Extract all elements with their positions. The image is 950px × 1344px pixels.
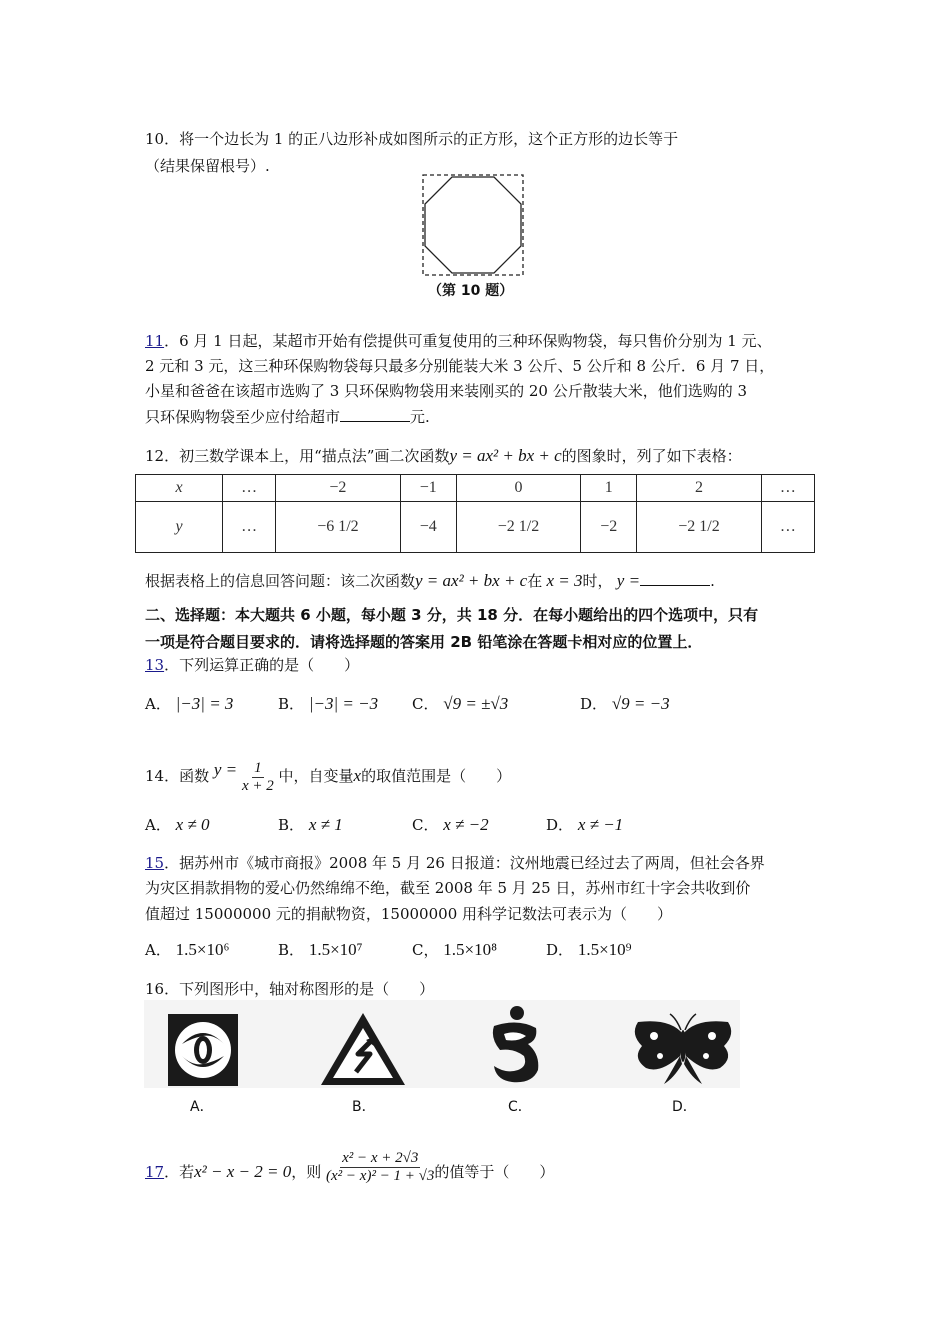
- butterfly-figure-d: [630, 1012, 736, 1086]
- figure-caption: （第 10 题）: [428, 283, 514, 299]
- q15-line3: 值超过 15000000 元的捐献物资，15000000 用科学记数法可表示为（ ）: [145, 905, 673, 923]
- quadratic-function: y = ax² + bx + c: [449, 446, 562, 465]
- q15-line2: 为灾区捐款捐物的爱心仍然绵绵不绝，截至 2008 年 5 月 25 日，苏州市红十字会共收到价: [145, 879, 751, 897]
- question-number[interactable]: 17: [145, 1163, 165, 1181]
- table-cell: …: [223, 475, 276, 502]
- table-cell: …: [223, 502, 276, 553]
- answer-blank: [640, 571, 710, 586]
- q15-line1: 15．据苏州市《城市商报》2008 年 5 月 26 日报道：汶州地震已经过去了两周，但社会各界: [145, 854, 765, 872]
- table-cell: …: [761, 475, 814, 502]
- q14-stem: 14．函数 y = $\frac{1}{x + 2}$ 中，自变量x的取值范围是（ ）: [145, 760, 512, 794]
- q13-stem: 13．下列运算正确的是（ ）: [145, 656, 360, 674]
- table-cell: −2: [276, 475, 400, 502]
- question-number[interactable]: 15: [145, 854, 165, 872]
- section-instructions: 一项是符合题目要求的．请将选择题的答案用 2B 铅笔涂在答题卡相对应的位置上．: [145, 633, 703, 651]
- option-a[interactable]: A． x ≠ 0: [145, 815, 210, 834]
- q11-line3: 小星和爸爸在该超市选购了 3 只环保购物袋用来装刚买的 20 公斤散装大米，他们选购的 3: [145, 382, 748, 400]
- q11-line2: 2 元和 3 元，这三种环保购物袋每只最多分别能装大米 3 公斤、5 公斤和 8 公斤．6 月 7 日，: [145, 357, 775, 375]
- option-c[interactable]: C． √9 = ±√3: [412, 694, 509, 713]
- option-a-label[interactable]: A．: [190, 1099, 214, 1115]
- option-c[interactable]: C． x ≠ −2: [412, 815, 489, 834]
- table-cell: 0: [456, 475, 580, 502]
- warning-sign-figure-b: [318, 1010, 408, 1088]
- q12-ask: 根据表格上的信息回答问题：该二次函数y = ax² + bx + c在 x = 3时， y = .: [145, 571, 715, 590]
- option-d[interactable]: D． √9 = −3: [580, 694, 670, 713]
- value-table: [135, 474, 815, 553]
- table-cell: −2 1/2: [456, 502, 580, 553]
- answer-blank: [340, 407, 410, 422]
- table-cell: …: [761, 502, 814, 553]
- table-cell: 1: [581, 475, 637, 502]
- q10-line2: （结果保留根号）.: [145, 157, 270, 175]
- q17-stem: 17．若x² − x − 2 = 0，则 $\frac{\text{x² − x + 2√3}}{\text{(x² − x)² − 1 + √3}}$ 的值等于（ ）: [145, 1150, 555, 1184]
- table-cell: 2: [637, 475, 761, 502]
- question-number[interactable]: 13: [145, 656, 165, 674]
- condition-equation: x² − x − 2 = 0: [194, 1162, 292, 1181]
- q16-stem: 16．下列图形中，轴对称图形的是（ ）: [145, 980, 435, 998]
- option-a[interactable]: A． 1.5×10⁶: [145, 940, 230, 959]
- option-c-label[interactable]: C．: [508, 1099, 532, 1115]
- table-cell: −4: [400, 502, 456, 553]
- option-b[interactable]: B． 1.5×10⁷: [278, 940, 363, 959]
- table-cell: x: [136, 475, 223, 502]
- table-cell: −2 1/2: [637, 502, 761, 553]
- option-d[interactable]: D． 1.5×10⁹: [546, 940, 632, 959]
- table-cell: y: [136, 502, 223, 553]
- table-cell: −6 1/2: [276, 502, 400, 553]
- q12-intro: 12．初三数学课本上，用“描点法”画二次函数y = ax² + bx + c的图象时，列了如下表格：: [145, 446, 742, 465]
- table-cell: −1: [400, 475, 456, 502]
- section-heading: 二、选择题：本大题共 6 小题，每小题 3 分，共 18 分．在每小题给出的四个选项中，只有: [145, 606, 759, 624]
- table-cell: −2: [581, 502, 637, 553]
- option-a[interactable]: A． |−3| = 3: [145, 694, 234, 713]
- octagon-figure: [420, 172, 526, 278]
- q10-line1: 10．将一个边长为 1 的正八边形补成如图所示的正方形，这个正方形的边长等于: [145, 130, 679, 148]
- option-b[interactable]: B． |−3| = −3: [278, 694, 379, 713]
- option-d-label[interactable]: D．: [672, 1099, 697, 1115]
- question-number[interactable]: 11: [145, 332, 165, 350]
- emblem-figure-a: [168, 1014, 238, 1086]
- athlete-figure-c: [488, 1004, 546, 1086]
- function-fraction: $\frac{1}{x + 2}$: [241, 760, 274, 794]
- option-d[interactable]: D． x ≠ −1: [546, 815, 624, 834]
- option-b[interactable]: B． x ≠ 1: [278, 815, 343, 834]
- q11-line4: 只环保购物袋至少应付给超市 元.: [145, 408, 430, 426]
- option-b-label[interactable]: B．: [352, 1099, 376, 1115]
- option-c[interactable]: C， 1.5×10⁸: [412, 940, 498, 959]
- expression-fraction: $\frac{\text{x² − x + 2√3}}{\text{(x² − x)² − 1 + √3}}$: [326, 1150, 435, 1184]
- q11-line1: 11．6 月 1 日起，某超市开始有偿提供可重复使用的三种环保购物袋，每只售价分别为 1 元、: [145, 332, 772, 350]
